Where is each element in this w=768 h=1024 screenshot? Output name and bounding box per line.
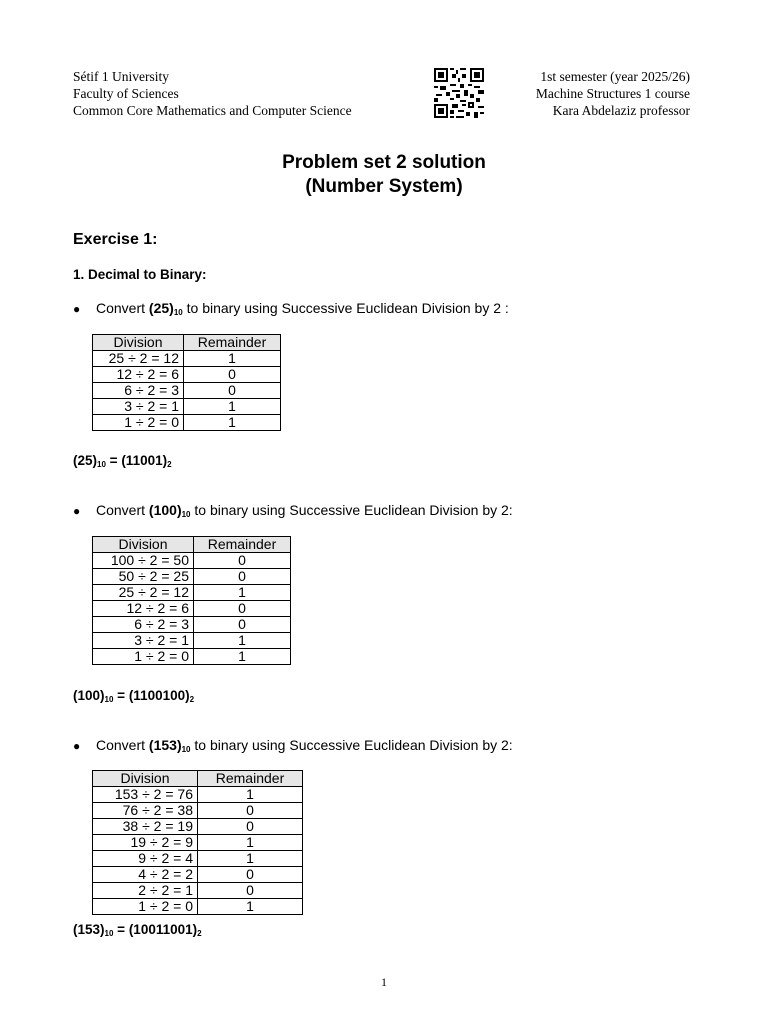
division-table — [92, 536, 291, 665]
remainder-cell: 0 — [198, 883, 303, 899]
division-cell: 153 ÷ 2 = 76 — [93, 787, 198, 803]
division-cell: 76 ÷ 2 = 38 — [93, 803, 198, 819]
result-equals: = — [113, 688, 129, 703]
result-binary-base: 2 — [197, 929, 202, 938]
university-name: Sétif 1 University — [73, 69, 169, 84]
table-row — [93, 383, 281, 399]
division-cell: 100 ÷ 2 = 50 — [93, 553, 194, 569]
remainder-cell: 0 — [198, 819, 303, 835]
page-title — [0, 151, 768, 199]
remainder-cell: 1 — [198, 851, 303, 867]
remainder-cell: 0 — [184, 367, 281, 383]
instruction-number: (100) — [148, 502, 182, 518]
instruction-number: (153) — [148, 737, 182, 753]
division-cell: 25 ÷ 2 = 12 — [93, 351, 184, 367]
instruction-prefix: Convert — [96, 502, 149, 518]
division-cell: 1 ÷ 2 = 0 — [93, 415, 184, 431]
faculty-name: Faculty of Sciences — [73, 86, 179, 101]
table-row — [93, 585, 291, 601]
semester: 1st semester (year 2025/26) — [540, 69, 690, 84]
remainder-cell: 0 — [194, 601, 291, 617]
table-row — [93, 787, 303, 803]
conversion-result — [73, 688, 194, 704]
subsection-heading: 1. Decimal to Binary: — [73, 267, 207, 282]
division-cell: 19 ÷ 2 = 9 — [93, 835, 198, 851]
table-row — [93, 399, 281, 415]
instruction-number: (25) — [148, 300, 174, 316]
division-cell: 2 ÷ 2 = 1 — [93, 883, 198, 899]
instruction-base: 10 — [173, 308, 183, 317]
course-info — [536, 68, 690, 119]
remainder-cell: 1 — [184, 399, 281, 415]
result-decimal: (153) — [73, 922, 105, 937]
remainder-cell: 0 — [194, 617, 291, 633]
result-equals: = — [113, 922, 129, 937]
division-cell: 9 ÷ 2 = 4 — [93, 851, 198, 867]
qr-code-icon — [433, 68, 485, 118]
table-row — [93, 803, 303, 819]
result-decimal: (100) — [73, 688, 105, 703]
division-cell: 12 ÷ 2 = 6 — [93, 367, 184, 383]
bullet-icon: ● — [73, 302, 81, 316]
professor-name: Kara Abdelaziz professor — [552, 103, 690, 118]
page-number: 1 — [381, 975, 387, 989]
instruction-base: 10 — [181, 510, 191, 519]
division-cell: 3 ÷ 2 = 1 — [93, 633, 194, 649]
division-cell: 3 ÷ 2 = 1 — [93, 399, 184, 415]
table-row — [93, 649, 291, 665]
exercise-heading: Exercise 1: — [73, 231, 158, 248]
result-decimal-base: 10 — [104, 929, 114, 938]
remainder-cell: 0 — [194, 569, 291, 585]
title-line-2: (Number System) — [305, 176, 463, 197]
division-cell: 4 ÷ 2 = 2 — [93, 867, 198, 883]
division-table — [92, 334, 281, 431]
table-row — [93, 851, 303, 867]
table-row — [93, 835, 303, 851]
conversion-instruction — [73, 502, 513, 519]
result-decimal-base: 10 — [104, 695, 114, 704]
result-decimal: (25) — [73, 453, 98, 468]
remainder-cell: 0 — [198, 867, 303, 883]
result-decimal-base: 10 — [97, 460, 106, 469]
bullet-icon: ● — [73, 504, 81, 518]
division-table — [92, 770, 303, 915]
division-cell: 1 ÷ 2 = 0 — [93, 649, 194, 665]
result-binary-base: 2 — [167, 460, 172, 469]
instruction-suffix: to binary using Successive Euclidean Division by 2 : — [182, 300, 509, 316]
instruction-base: 10 — [181, 745, 191, 754]
table-row — [93, 883, 303, 899]
table-row — [93, 617, 291, 633]
table-row — [93, 415, 281, 431]
remainder-cell: 1 — [194, 633, 291, 649]
result-equals: = — [105, 453, 122, 468]
division-cell: 6 ÷ 2 = 3 — [93, 383, 184, 399]
remainder-cell: 1 — [194, 585, 291, 601]
division-cell: 12 ÷ 2 = 6 — [93, 601, 194, 617]
remainder-cell: 1 — [198, 787, 303, 803]
result-binary: (1100100) — [128, 688, 190, 703]
table-row — [93, 553, 291, 569]
title-line-1: Problem set 2 solution — [282, 152, 486, 173]
table-row — [93, 569, 291, 585]
remainder-cell: 1 — [184, 351, 281, 367]
table-header-row — [93, 335, 281, 351]
division-cell: 6 ÷ 2 = 3 — [93, 617, 194, 633]
page-header — [73, 68, 690, 120]
division-cell: 50 ÷ 2 = 25 — [93, 569, 194, 585]
result-binary: (10011001) — [128, 922, 198, 937]
table-row — [93, 351, 281, 367]
table-row — [93, 601, 291, 617]
table-row — [93, 633, 291, 649]
instruction-prefix: Convert — [96, 300, 149, 316]
conversion-result — [73, 453, 172, 469]
division-cell: 38 ÷ 2 = 19 — [93, 819, 198, 835]
conversion-instruction — [73, 300, 509, 317]
institution-info — [73, 68, 352, 119]
course-name: Machine Structures 1 course — [535, 86, 690, 101]
remainder-cell: 0 — [194, 553, 291, 569]
table-row — [93, 819, 303, 835]
remainder-cell: 1 — [198, 835, 303, 851]
remainder-header: Remainder — [184, 335, 281, 351]
division-header: Division — [93, 771, 198, 787]
remainder-cell: 0 — [184, 383, 281, 399]
table-row — [93, 867, 303, 883]
remainder-header: Remainder — [198, 771, 303, 787]
division-header: Division — [93, 335, 184, 351]
result-binary-base: 2 — [189, 695, 195, 704]
division-cell: 1 ÷ 2 = 0 — [93, 899, 198, 915]
bullet-icon: ● — [73, 739, 81, 753]
table-header-row — [93, 537, 291, 553]
remainder-cell: 1 — [198, 899, 303, 915]
table-row — [93, 899, 303, 915]
instruction-suffix: to binary using Successive Euclidean Division by 2: — [190, 502, 513, 518]
division-header: Division — [93, 537, 194, 553]
instruction-suffix: to binary using Successive Euclidean Division by 2: — [190, 737, 513, 753]
table-header-row — [93, 771, 303, 787]
remainder-cell: 0 — [198, 803, 303, 819]
result-binary: (11001) — [121, 453, 168, 468]
conversion-instruction — [73, 737, 513, 754]
division-cell: 25 ÷ 2 = 12 — [93, 585, 194, 601]
remainder-cell: 1 — [194, 649, 291, 665]
remainder-header: Remainder — [194, 537, 291, 553]
conversion-result — [73, 922, 202, 938]
instruction-prefix: Convert — [96, 737, 149, 753]
department-name: Common Core Mathematics and Computer Science — [73, 103, 352, 118]
table-row — [93, 367, 281, 383]
remainder-cell: 1 — [184, 415, 281, 431]
